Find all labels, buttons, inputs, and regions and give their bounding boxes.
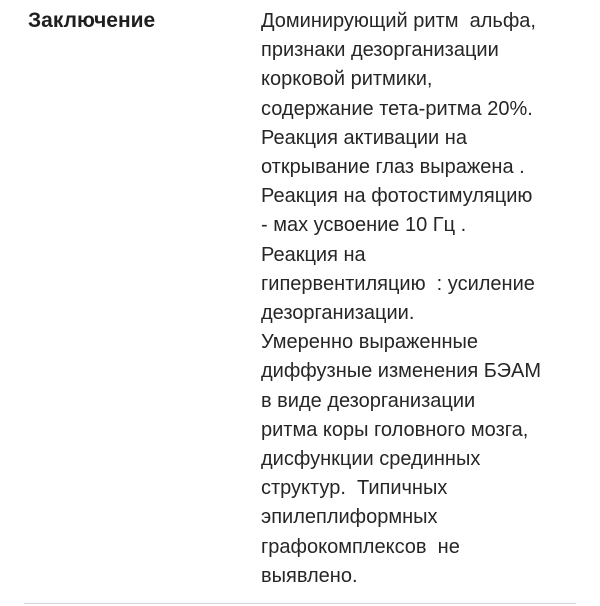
- row-divider: [24, 603, 576, 604]
- conclusion-line: в виде дезорганизации: [261, 389, 476, 412]
- conclusion-line: открывание глаз выражена .: [261, 156, 525, 179]
- conclusion-line: эпилеплиформных: [261, 506, 438, 529]
- conclusion-line: признаки дезорганизации: [261, 39, 499, 62]
- conclusion-line: Умеренно выраженные: [261, 331, 479, 354]
- conclusion-line: Реакция на: [261, 243, 366, 266]
- conclusion-label: Заключение: [28, 9, 156, 32]
- conclusion-line: содержание тета-ритма 20%.: [261, 97, 533, 120]
- conclusion-line: Реакция активации на: [261, 126, 467, 149]
- conclusion-line: гипервентиляцию : усиление: [261, 272, 535, 295]
- conclusion-text: [261, 7, 586, 591]
- conclusion-line: Реакция на фотостимуляцию: [261, 185, 533, 208]
- conclusion-line: выявлено.: [261, 564, 358, 587]
- conclusion-line: Доминирующий ритм альфа,: [261, 10, 536, 32]
- conclusion-line: корковой ритмики,: [261, 68, 433, 91]
- conclusion-line: дезорганизации.: [261, 302, 415, 325]
- conclusion-line: графокомплексов не: [261, 535, 460, 558]
- conclusion-line: структур. Типичных: [261, 477, 448, 500]
- conclusion-line: дисфункции срединных: [261, 448, 481, 471]
- conclusion-line: диффузные изменения БЭАМ: [261, 360, 542, 383]
- conclusion-line: - мах усвоение 10 Гц .: [261, 214, 467, 237]
- conclusion-line: ритма коры головного мозга,: [261, 418, 529, 441]
